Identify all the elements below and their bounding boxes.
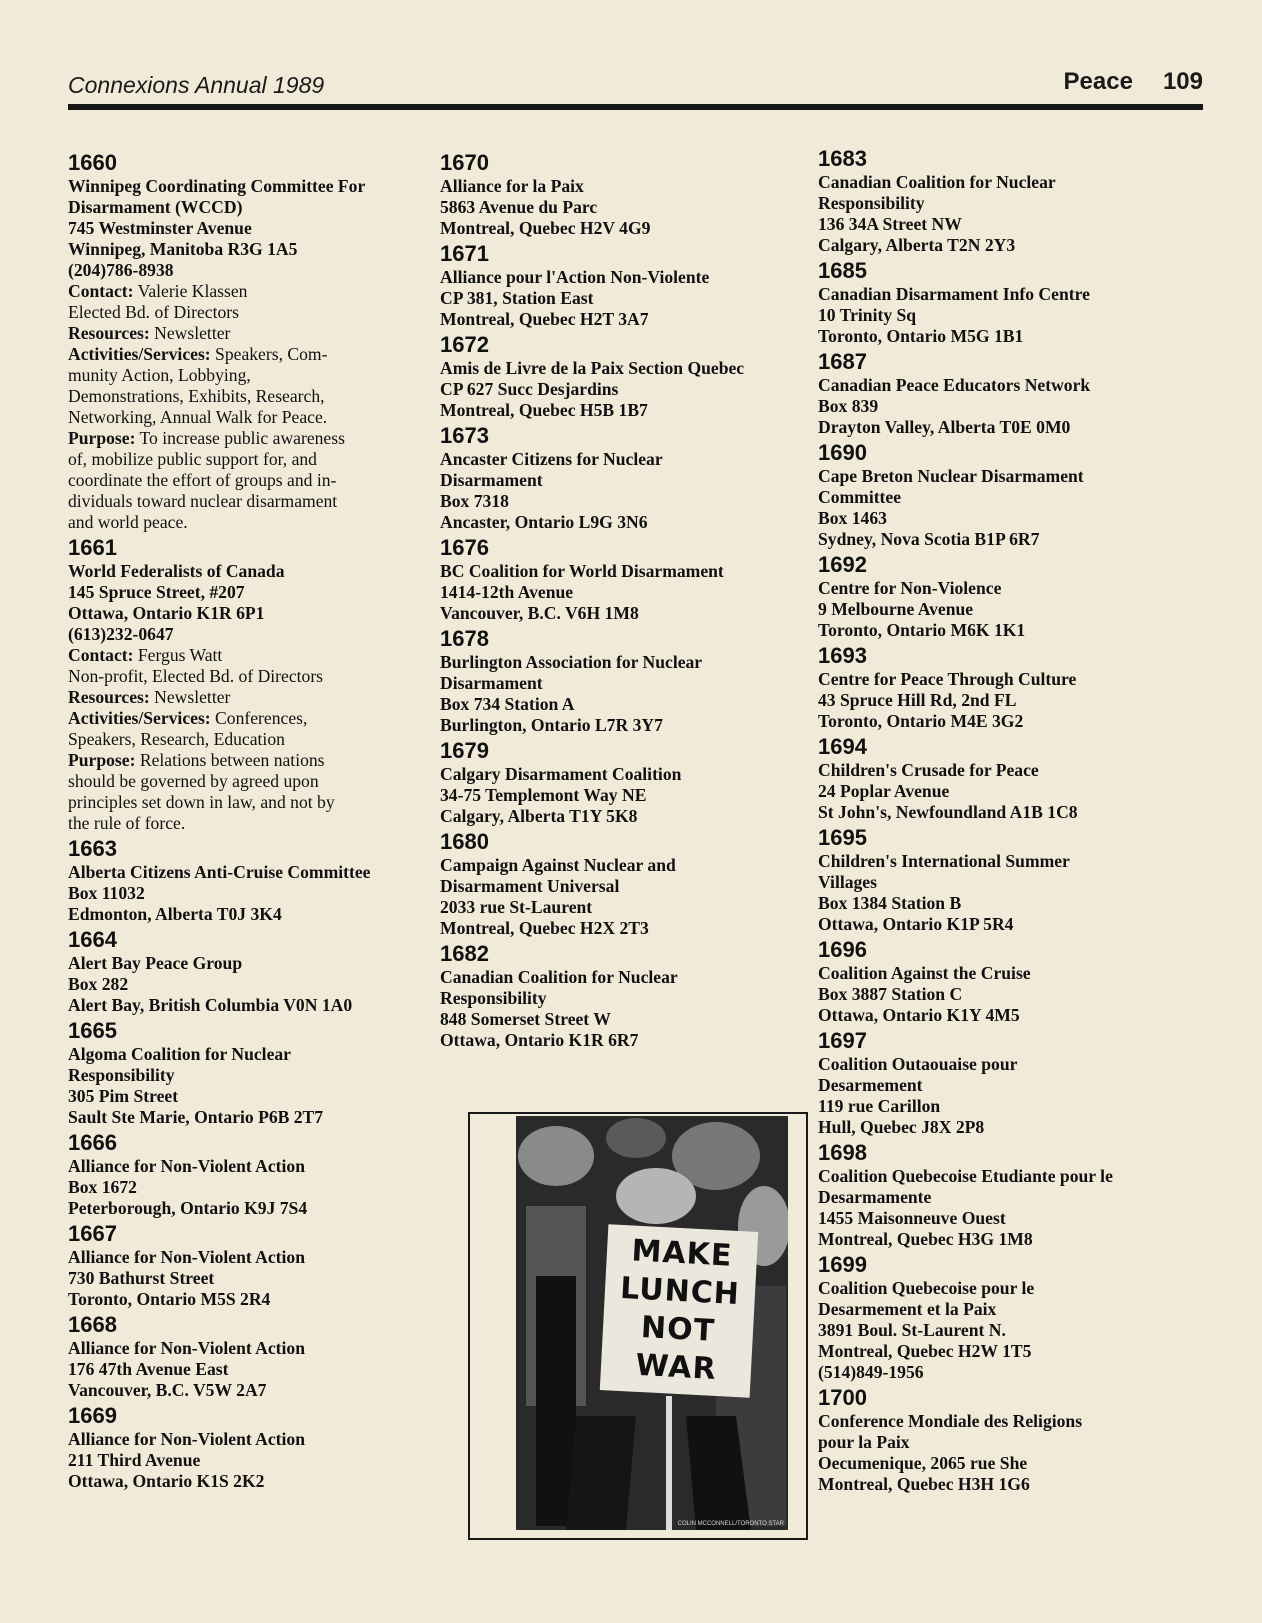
entry-line: Alert Bay, British Columbia V0N 1A0 — [68, 995, 353, 1015]
directory-entry — [818, 258, 1218, 347]
directory-entry — [818, 825, 1218, 935]
entry-line: Canadian Disarmament Info Centre — [818, 284, 1090, 304]
entry-number: 1690 — [818, 440, 867, 465]
entry-line: Coalition Quebecoise pour le — [818, 1278, 1035, 1298]
entry-number: 1673 — [440, 423, 489, 448]
entry-number: 1680 — [440, 829, 489, 854]
entry-number: 1661 — [68, 535, 117, 560]
listing-column-middle — [440, 150, 800, 1053]
entry-line — [68, 281, 418, 302]
entry-line: Box 7318 — [440, 491, 509, 511]
entry-line: St John's, Newfoundland A1B 1C8 — [818, 802, 1078, 822]
entry-line: Villages — [818, 872, 877, 892]
directory-entry — [440, 241, 800, 330]
entry-number: 1678 — [440, 626, 489, 651]
entry-number: 1695 — [818, 825, 867, 850]
entry-number: 1694 — [818, 734, 867, 759]
directory-entry — [440, 535, 800, 624]
entry-line: Ottawa, Ontario K1R 6R7 — [440, 1030, 639, 1050]
directory-entry — [68, 1312, 418, 1401]
entry-line: Ottawa, Ontario K1R 6P1 — [68, 603, 265, 623]
entry-line: Montreal, Quebec H2T 3A7 — [440, 309, 649, 329]
entry-field-label: Contact: — [68, 281, 134, 301]
section-header — [1064, 68, 1203, 96]
entry-line — [68, 344, 418, 365]
publication-title: Connexions Annual 1989 — [68, 72, 325, 98]
entry-line — [68, 687, 418, 708]
protest-sign — [600, 1224, 758, 1398]
entry-field-label: Purpose: — [68, 428, 136, 448]
entry-line: 211 Third Avenue — [68, 1450, 201, 1470]
entry-line: Non-profit, Elected Bd. of Directors — [68, 666, 324, 686]
entry-line: the rule of force. — [68, 813, 186, 833]
entry-line: Alliance pour l'Action Non-Violente — [440, 267, 710, 287]
entry-line: Disarmament — [440, 673, 543, 693]
entry-line: Montreal, Quebec H3H 1G6 — [818, 1474, 1030, 1494]
entry-line: Children's Crusade for Peace — [818, 760, 1039, 780]
entry-field-value: Newsletter — [149, 323, 231, 343]
entry-line: and world peace. — [68, 512, 188, 532]
entry-line: Campaign Against Nuclear and — [440, 855, 676, 875]
entry-field-value: Conferences, — [210, 708, 308, 728]
entry-line: Coalition Quebecoise Etudiante pour le — [818, 1166, 1113, 1186]
directory-entry — [440, 423, 800, 533]
entry-field-label: Contact: — [68, 645, 134, 665]
entry-line: 3891 Boul. St-Laurent N. — [818, 1320, 1006, 1340]
entry-line: dividuals toward nuclear disarmament — [68, 491, 338, 511]
entry-number: 1683 — [818, 146, 867, 171]
entry-number: 1669 — [68, 1403, 117, 1428]
entry-line: 730 Bathurst Street — [68, 1268, 215, 1288]
entry-line: Coalition Against the Cruise — [818, 963, 1031, 983]
protest-photo-frame — [468, 1112, 808, 1540]
entry-line: Algoma Coalition for Nuclear — [68, 1044, 291, 1064]
entry-line: Box 839 — [818, 396, 879, 416]
entry-line: Box 1463 — [818, 508, 887, 528]
directory-entry — [68, 1130, 418, 1219]
entry-line: Calgary Disarmament Coalition — [440, 764, 682, 784]
entry-number: 1670 — [440, 150, 489, 175]
entry-line: BC Coalition for World Disarmament — [440, 561, 724, 581]
entry-line: Peterborough, Ontario K9J 7S4 — [68, 1198, 308, 1218]
protest-photo — [516, 1116, 788, 1530]
listing-column-left — [68, 150, 418, 1494]
entry-line: Coalition Outaouaise pour — [818, 1054, 1018, 1074]
entry-field-value: Newsletter — [149, 687, 231, 707]
entry-line: Responsibility — [68, 1065, 175, 1085]
page-header — [68, 64, 1203, 104]
directory-entry — [440, 150, 800, 239]
entry-number: 1664 — [68, 927, 117, 952]
entry-number: 1699 — [818, 1252, 867, 1277]
directory-entry — [68, 150, 418, 533]
entry-line: Calgary, Alberta T1Y 5K8 — [440, 806, 638, 826]
directory-entry — [440, 738, 800, 827]
entry-line: Centre for Non-Violence — [818, 578, 1002, 598]
entry-line: Alliance for Non-Violent Action — [68, 1429, 306, 1449]
entry-line: Alliance for Non-Violent Action — [68, 1156, 306, 1176]
entry-line: Winnipeg Coordinating Committee For — [68, 176, 366, 196]
entry-number: 1698 — [818, 1140, 867, 1165]
entry-line: Alliance for la Paix — [440, 176, 584, 196]
entry-number: 1697 — [818, 1028, 867, 1053]
entry-number: 1665 — [68, 1018, 117, 1043]
sign-line: MAKE — [630, 1233, 734, 1274]
entry-line: Burlington, Ontario L7R 3Y7 — [440, 715, 663, 735]
entry-line: Alert Bay Peace Group — [68, 953, 243, 973]
entry-line: Box 282 — [68, 974, 129, 994]
entry-line: Montreal, Quebec H2X 2T3 — [440, 918, 649, 938]
entry-number: 1682 — [440, 941, 489, 966]
entry-line: Canadian Coalition for Nuclear — [818, 172, 1056, 192]
directory-entry — [818, 552, 1218, 641]
entry-line: should be governed by agreed upon — [68, 771, 319, 791]
directory-entry — [440, 829, 800, 939]
directory-entry — [440, 941, 800, 1051]
entry-line: 1414-12th Avenue — [440, 582, 574, 602]
entry-line: Alberta Citizens Anti-Cruise Committee — [68, 862, 371, 882]
entry-line: Responsibility — [440, 988, 547, 1008]
directory-entry — [68, 1403, 418, 1492]
entry-line: Cape Breton Nuclear Disarmament — [818, 466, 1084, 486]
entry-line — [68, 428, 418, 449]
entry-number: 1692 — [818, 552, 867, 577]
listing-column-right — [818, 146, 1218, 1497]
entry-line: Networking, Annual Walk for Peace. — [68, 407, 328, 427]
entry-field-value: Relations between nations — [135, 750, 325, 770]
section-name: Peace — [1063, 68, 1133, 95]
entry-line: Toronto, Ontario M6K 1K1 — [818, 620, 1026, 640]
entry-number: 1696 — [818, 937, 867, 962]
entry-line: Winnipeg, Manitoba R3G 1A5 — [68, 239, 298, 259]
entry-line: Ancaster, Ontario L9G 3N6 — [440, 512, 648, 532]
entry-line: Drayton Valley, Alberta T0E 0M0 — [818, 417, 1071, 437]
entry-line: Centre for Peace Through Culture — [818, 669, 1077, 689]
entry-line: Calgary, Alberta T2N 2Y3 — [818, 235, 1016, 255]
entry-line — [68, 750, 418, 771]
entry-line: Vancouver, B.C. V6H 1M8 — [440, 603, 639, 623]
entry-line: Conference Mondiale des Religions — [818, 1411, 1083, 1431]
entry-line: Demonstrations, Exhibits, Research, — [68, 386, 325, 406]
entry-line: 145 Spruce Street, #207 — [68, 582, 245, 602]
entry-line: Box 1672 — [68, 1177, 137, 1197]
entry-number: 1676 — [440, 535, 489, 560]
entry-line: Children's International Summer — [818, 851, 1070, 871]
entry-number: 1685 — [818, 258, 867, 283]
entry-line: Canadian Peace Educators Network — [818, 375, 1091, 395]
entry-line: Disarmament Universal — [440, 876, 620, 896]
entry-number: 1667 — [68, 1221, 117, 1246]
entry-line: Montreal, Quebec H2W 1T5 — [818, 1341, 1032, 1361]
directory-entry — [68, 1221, 418, 1310]
entry-number: 1693 — [818, 643, 867, 668]
entry-number: 1687 — [818, 349, 867, 374]
entry-field-value: Fergus Watt — [133, 645, 223, 665]
photo-credit: COLIN MCCONNELL/TORONTO STAR — [677, 1521, 784, 1527]
entry-line: CP 381, Station East — [440, 288, 594, 308]
entry-line — [68, 708, 418, 729]
entry-line: Committee — [818, 487, 902, 507]
entry-line: Elected Bd. of Directors — [68, 302, 239, 322]
directory-entry — [818, 1140, 1218, 1250]
entry-line: 2033 rue St-Laurent — [440, 897, 593, 917]
entry-field-value: Speakers, Com- — [210, 344, 328, 364]
entry-number: 1660 — [68, 150, 117, 175]
sign-line: WAR — [634, 1347, 718, 1388]
entry-number: 1663 — [68, 836, 117, 861]
entry-line: Alliance for Non-Violent Action — [68, 1338, 306, 1358]
entry-number: 1668 — [68, 1312, 117, 1337]
entry-field-label: Resources: — [68, 323, 150, 343]
entry-line: Desarmement — [818, 1075, 923, 1095]
entry-line: 43 Spruce Hill Rd, 2nd FL — [818, 690, 1017, 710]
entry-line — [68, 645, 418, 666]
entry-line: coordinate the effort of groups and in- — [68, 470, 337, 490]
entry-line: principles set down in law, and not by — [68, 792, 335, 812]
entry-line: (514)849-1956 — [818, 1362, 924, 1382]
directory-entry — [68, 535, 418, 834]
directory-entry — [68, 927, 418, 1016]
sign-line: NOT — [640, 1310, 716, 1349]
entry-line: 136 34A Street NW — [818, 214, 962, 234]
entry-line: Disarmament — [440, 470, 543, 490]
entry-line: Hull, Quebec J8X 2P8 — [818, 1117, 985, 1137]
entry-line: Sault Ste Marie, Ontario P6B 2T7 — [68, 1107, 324, 1127]
entry-line: Box 1384 Station B — [818, 893, 962, 913]
entry-line: Canadian Coalition for Nuclear — [440, 967, 678, 987]
entry-field-label: Purpose: — [68, 750, 136, 770]
entry-line: munity Action, Lobbying, — [68, 365, 251, 385]
sign-line: LUNCH — [619, 1270, 741, 1313]
page-number: 109 — [1162, 68, 1203, 95]
entry-number: 1671 — [440, 241, 489, 266]
entry-line: Box 3887 Station C — [818, 984, 963, 1004]
entry-line: Sydney, Nova Scotia B1P 6R7 — [818, 529, 1040, 549]
directory-entry — [68, 1018, 418, 1128]
directory-entry — [440, 332, 800, 421]
entry-line: 745 Westminster Avenue — [68, 218, 252, 238]
entry-line: 24 Poplar Avenue — [818, 781, 950, 801]
entry-line: pour la Paix — [818, 1432, 910, 1452]
entry-line: Toronto, Ontario M5S 2R4 — [68, 1289, 271, 1309]
entry-number: 1700 — [818, 1385, 867, 1410]
entry-line: 34-75 Templemont Way NE — [440, 785, 647, 805]
entry-field-label: Activities/Services: — [68, 708, 211, 728]
entry-line: Ancaster Citizens for Nuclear — [440, 449, 663, 469]
entry-line: 5863 Avenue du Parc — [440, 197, 598, 217]
entry-field-label: Resources: — [68, 687, 150, 707]
entry-line: Oecumenique, 2065 rue She — [818, 1453, 1028, 1473]
entry-field-value: To increase public awareness — [135, 428, 345, 448]
header-rule — [68, 104, 1203, 110]
entry-line: Alliance for Non-Violent Action — [68, 1247, 306, 1267]
directory-entry — [818, 734, 1218, 823]
entry-line: Amis de Livre de la Paix Section Quebec — [440, 358, 745, 378]
entry-line: Montreal, Quebec H2V 4G9 — [440, 218, 651, 238]
entry-field-value: Valerie Klassen — [133, 281, 248, 301]
entry-line: Responsibility — [818, 193, 925, 213]
entry-line: Disarmament (WCCD) — [68, 197, 243, 217]
entry-line: Vancouver, B.C. V5W 2A7 — [68, 1380, 267, 1400]
entry-line: Box 734 Station A — [440, 694, 575, 714]
directory-entry — [818, 440, 1218, 550]
entry-line: 119 rue Carillon — [818, 1096, 941, 1116]
directory-entry — [818, 1028, 1218, 1138]
entry-line: Montreal, Quebec H3G 1M8 — [818, 1229, 1033, 1249]
entry-line: Toronto, Ontario M5G 1B1 — [818, 326, 1024, 346]
directory-entry — [818, 1252, 1218, 1383]
entry-line: Ottawa, Ontario K1S 2K2 — [68, 1471, 265, 1491]
entry-number: 1679 — [440, 738, 489, 763]
directory-entry — [818, 643, 1218, 732]
entry-line: CP 627 Succ Desjardins — [440, 379, 619, 399]
entry-line: Desarmamente — [818, 1187, 932, 1207]
entry-line: 9 Melbourne Avenue — [818, 599, 974, 619]
entry-line: Ottawa, Ontario K1Y 4M5 — [818, 1005, 1020, 1025]
directory-entry — [818, 349, 1218, 438]
entry-line: Speakers, Research, Education — [68, 729, 285, 749]
directory-entry — [68, 836, 418, 925]
entry-line: Desarmement et la Paix — [818, 1299, 997, 1319]
entry-line: Ottawa, Ontario K1P 5R4 — [818, 914, 1014, 934]
entry-line: of, mobilize public support for, and — [68, 449, 317, 469]
entry-line: 305 Pim Street — [68, 1086, 179, 1106]
entry-line: Toronto, Ontario M4E 3G2 — [818, 711, 1024, 731]
entry-line — [68, 323, 418, 344]
entry-line: (204)786-8938 — [68, 260, 174, 280]
entry-field-label: Activities/Services: — [68, 344, 211, 364]
entry-line: 1455 Maisonneuve Ouest — [818, 1208, 1006, 1228]
entry-line: (613)232-0647 — [68, 624, 174, 644]
entry-line: 10 Trinity Sq — [818, 305, 917, 325]
entry-line: 176 47th Avenue East — [68, 1359, 229, 1379]
directory-entry — [818, 937, 1218, 1026]
directory-entry — [818, 146, 1218, 256]
entry-line: Montreal, Quebec H5B 1B7 — [440, 400, 648, 420]
entry-line: World Federalists of Canada — [68, 561, 285, 581]
entry-number: 1672 — [440, 332, 489, 357]
entry-line: 848 Somerset Street W — [440, 1009, 611, 1029]
entry-line: Edmonton, Alberta T0J 3K4 — [68, 904, 282, 924]
entry-line: Burlington Association for Nuclear — [440, 652, 703, 672]
entry-line: Box 11032 — [68, 883, 145, 903]
directory-entry — [818, 1385, 1218, 1495]
entry-number: 1666 — [68, 1130, 117, 1155]
directory-entry — [440, 626, 800, 736]
